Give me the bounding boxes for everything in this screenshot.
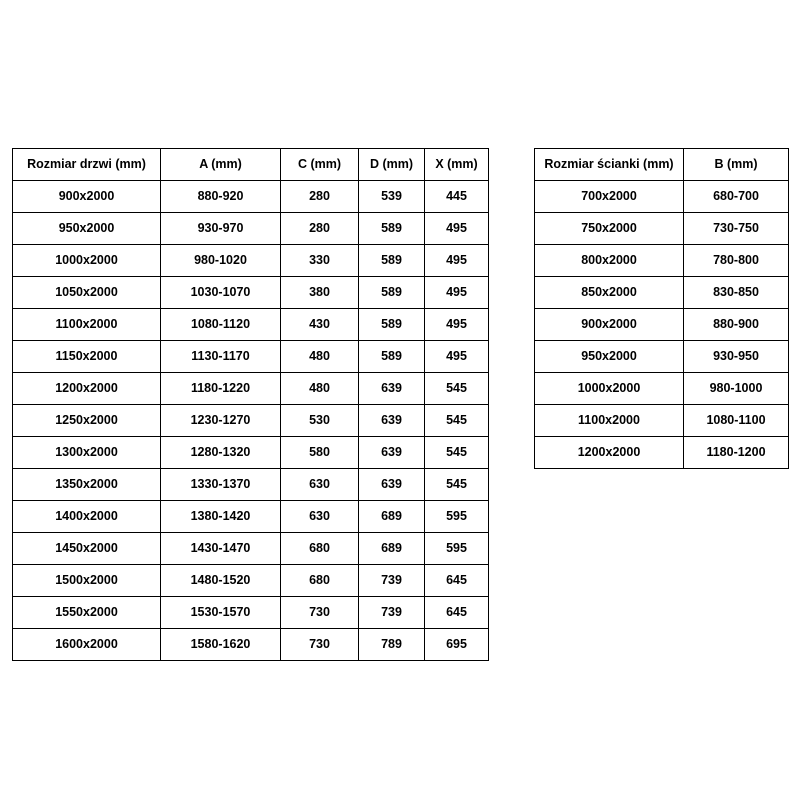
cell-size: 900x2000 [535,309,684,341]
cell-value: 1180-1200 [684,437,789,469]
table-row [13,181,489,213]
cell-value: 1580-1620 [161,629,281,661]
cell-size: 1450x2000 [13,533,161,565]
cell-value: 630 [281,501,359,533]
table-row [13,373,489,405]
cell-value: 1130-1170 [161,341,281,373]
cell-value: 530 [281,405,359,437]
cell-value: 680-700 [684,181,789,213]
table-row [13,437,489,469]
cell-size: 1500x2000 [13,565,161,597]
cell-size: 1200x2000 [535,437,684,469]
column-header-wall-size: Rozmiar ścianki (mm) [535,149,684,181]
cell-value: 595 [425,501,489,533]
cell-value: 730 [281,629,359,661]
cell-size: 900x2000 [13,181,161,213]
cell-size: 700x2000 [535,181,684,213]
column-header-d: D (mm) [359,149,425,181]
cell-value: 1080-1120 [161,309,281,341]
column-header-b: B (mm) [684,149,789,181]
cell-size: 850x2000 [535,277,684,309]
table-row [13,405,489,437]
cell-size: 950x2000 [13,213,161,245]
table-header-row [535,149,789,181]
cell-value: 730-750 [684,213,789,245]
cell-value: 545 [425,437,489,469]
cell-value: 480 [281,373,359,405]
column-header-c: C (mm) [281,149,359,181]
cell-value: 430 [281,309,359,341]
cell-value: 280 [281,181,359,213]
cell-value: 689 [359,533,425,565]
cell-size: 1550x2000 [13,597,161,629]
cell-value: 495 [425,309,489,341]
cell-value: 630 [281,469,359,501]
cell-value: 1530-1570 [161,597,281,629]
cell-value: 789 [359,629,425,661]
cell-value: 980-1000 [684,373,789,405]
shower-wall-panel-size-table [534,148,789,469]
column-header-door-size: Rozmiar drzwi (mm) [13,149,161,181]
cell-value: 980-1020 [161,245,281,277]
table-row [535,309,789,341]
table-row [13,469,489,501]
table-header-row [13,149,489,181]
table-row [13,501,489,533]
cell-value: 495 [425,245,489,277]
cell-size: 750x2000 [535,213,684,245]
cell-size: 950x2000 [535,341,684,373]
cell-value: 645 [425,597,489,629]
table-row [13,309,489,341]
cell-value: 1230-1270 [161,405,281,437]
cell-size: 1050x2000 [13,277,161,309]
shower-door-size-table [12,148,489,661]
table-row [535,437,789,469]
cell-value: 330 [281,245,359,277]
cell-value: 545 [425,373,489,405]
cell-value: 645 [425,565,489,597]
table-row [535,213,789,245]
cell-value: 495 [425,277,489,309]
table-row [535,373,789,405]
cell-value: 680 [281,565,359,597]
cell-size: 800x2000 [535,245,684,277]
cell-value: 880-900 [684,309,789,341]
cell-value: 1030-1070 [161,277,281,309]
cell-value: 1280-1320 [161,437,281,469]
cell-value: 639 [359,405,425,437]
cell-value: 589 [359,277,425,309]
table-row [13,213,489,245]
cell-value: 639 [359,437,425,469]
cell-value: 780-800 [684,245,789,277]
column-header-x: X (mm) [425,149,489,181]
table-row [13,245,489,277]
cell-value: 495 [425,213,489,245]
cell-size: 1400x2000 [13,501,161,533]
cell-value: 545 [425,405,489,437]
cell-value: 739 [359,565,425,597]
cell-value: 595 [425,533,489,565]
table-row [13,597,489,629]
cell-value: 930-970 [161,213,281,245]
cell-value: 545 [425,469,489,501]
cell-size: 1200x2000 [13,373,161,405]
table-row [13,629,489,661]
table-row [13,341,489,373]
column-header-a: A (mm) [161,149,281,181]
cell-value: 539 [359,181,425,213]
cell-value: 930-950 [684,341,789,373]
cell-value: 680 [281,533,359,565]
cell-value: 695 [425,629,489,661]
cell-value: 639 [359,373,425,405]
cell-value: 639 [359,469,425,501]
cell-value: 280 [281,213,359,245]
cell-size: 1000x2000 [13,245,161,277]
cell-value: 589 [359,341,425,373]
cell-size: 1300x2000 [13,437,161,469]
cell-value: 880-920 [161,181,281,213]
cell-value: 589 [359,213,425,245]
cell-size: 1350x2000 [13,469,161,501]
table-row [13,533,489,565]
cell-value: 730 [281,597,359,629]
cell-value: 580 [281,437,359,469]
cell-value: 1180-1220 [161,373,281,405]
cell-value: 1380-1420 [161,501,281,533]
cell-value: 830-850 [684,277,789,309]
table-row [13,565,489,597]
cell-value: 689 [359,501,425,533]
cell-value: 1480-1520 [161,565,281,597]
cell-size: 1100x2000 [535,405,684,437]
table-row [535,181,789,213]
table-row [535,341,789,373]
cell-value: 589 [359,309,425,341]
cell-value: 495 [425,341,489,373]
cell-value: 1430-1470 [161,533,281,565]
cell-value: 1330-1370 [161,469,281,501]
cell-value: 445 [425,181,489,213]
cell-size: 1150x2000 [13,341,161,373]
cell-size: 1250x2000 [13,405,161,437]
table-row [535,245,789,277]
cell-value: 380 [281,277,359,309]
cell-value: 1080-1100 [684,405,789,437]
cell-size: 1000x2000 [535,373,684,405]
cell-value: 589 [359,245,425,277]
cell-size: 1600x2000 [13,629,161,661]
cell-value: 739 [359,597,425,629]
table-row [535,277,789,309]
cell-value: 480 [281,341,359,373]
table-row [535,405,789,437]
table-row [13,277,489,309]
cell-size: 1100x2000 [13,309,161,341]
